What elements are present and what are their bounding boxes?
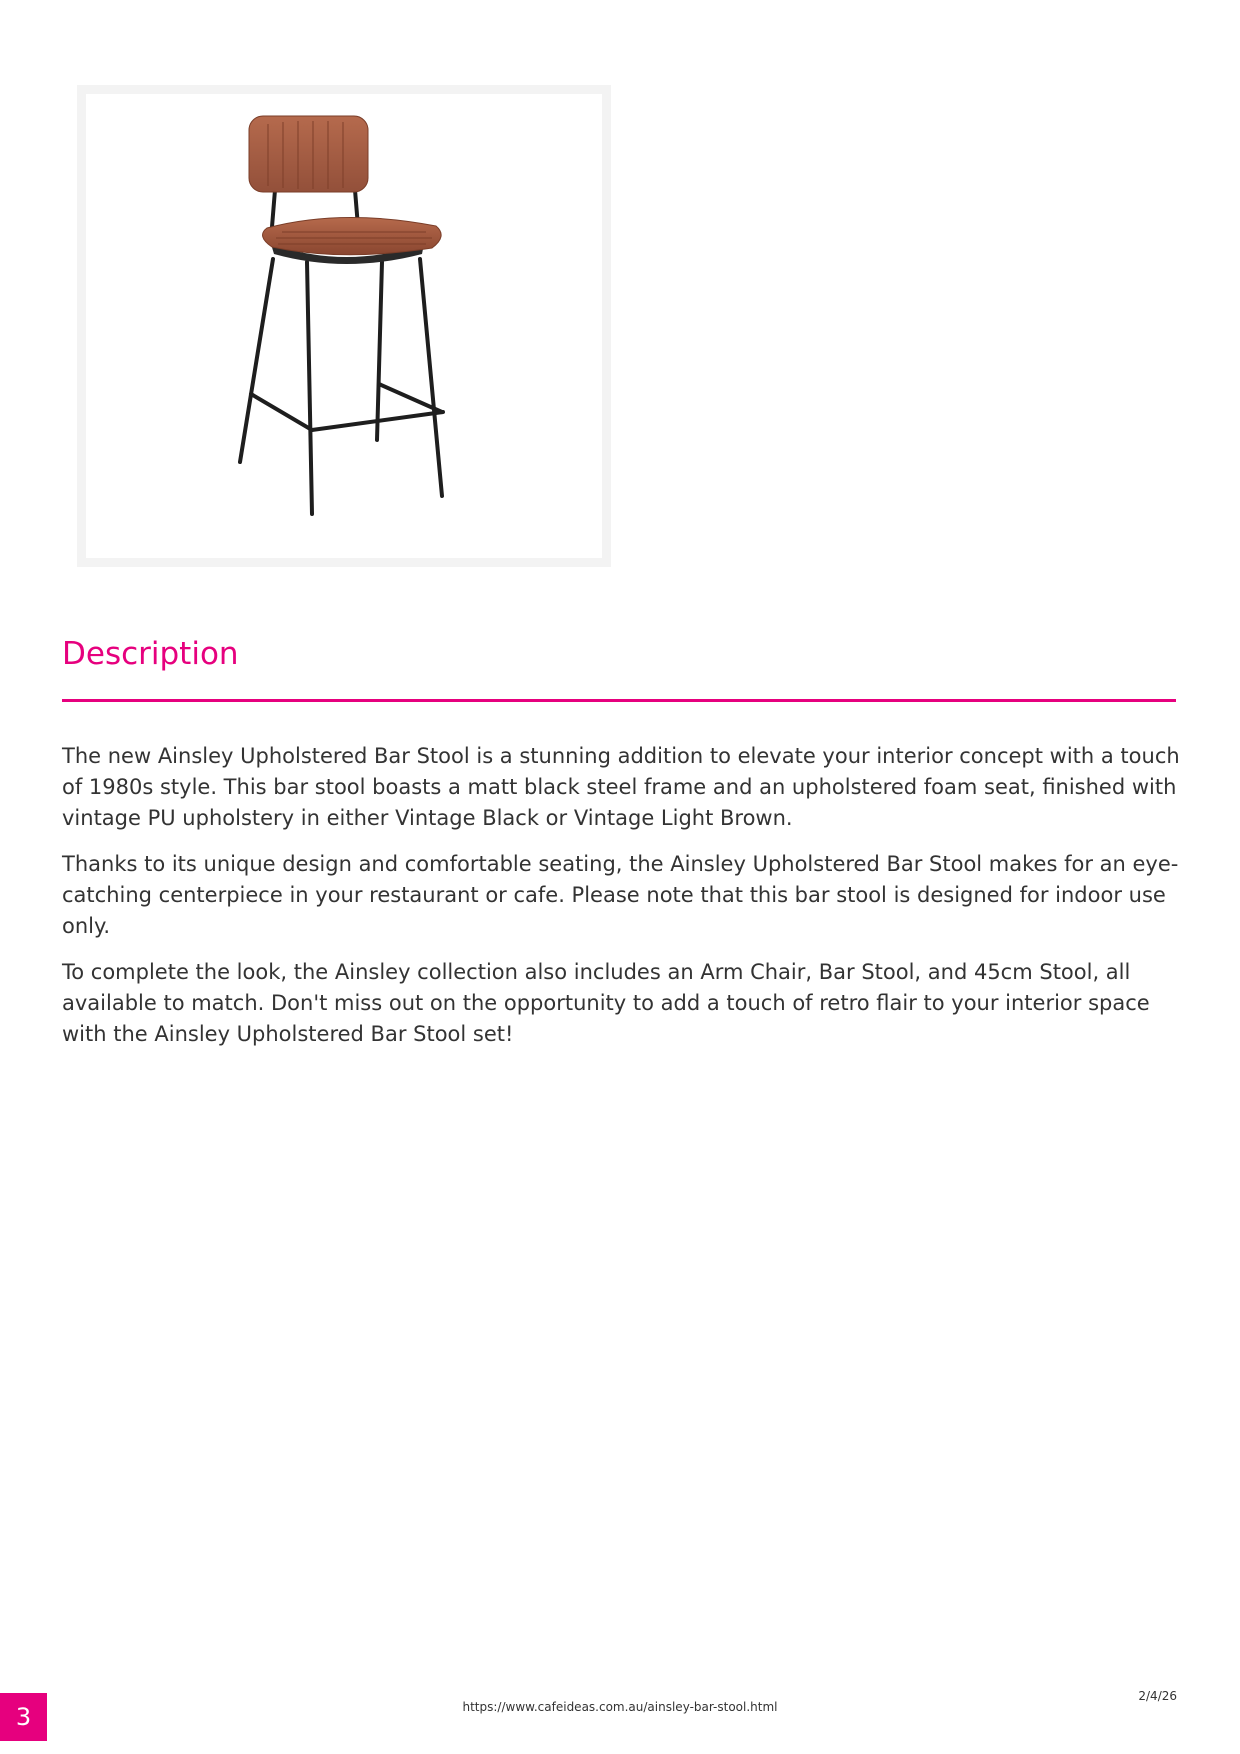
stool-backrest bbox=[249, 116, 368, 192]
product-image-frame bbox=[77, 85, 611, 567]
bar-stool-image bbox=[86, 94, 602, 558]
description-paragraph: The new Ainsley Upholstered Bar Stool is a stunning addition to elevate your interior concept with a touch of 1980s style. This bar stool boasts a matt black steel frame and an upholstered foam seat, finished with vintage PU upholstery in either Vintage Black or Vintage Light Brown. bbox=[62, 744, 1180, 830]
title-divider bbox=[62, 699, 1176, 702]
description-paragraph: To complete the look, the Ainsley collection also includes an Arm Chair, Bar Stool, and 45cm Stool, all available to match. Don't miss out on the opportunity to add a touch of retro flair to your interior space with the Ainsley Upholstered Bar Stool set! bbox=[62, 960, 1150, 1046]
page-number-badge: 3 bbox=[0, 1693, 47, 1741]
section-title: Description bbox=[62, 636, 239, 672]
footer-date: 2/4/26 bbox=[1138, 1689, 1177, 1703]
description-paragraph: Thanks to its unique design and comfortable seating, the Ainsley Upholstered Bar Stool makes for an eye-catching centerpiece in your restaurant or cafe. Please note that this bar stool is designed for indoor use only. bbox=[62, 852, 1179, 938]
description-body bbox=[62, 741, 1182, 1065]
stool-seat bbox=[263, 217, 442, 254]
footer-url: https://www.cafeideas.com.au/ainsley-bar-stool.html bbox=[462, 1700, 778, 1714]
